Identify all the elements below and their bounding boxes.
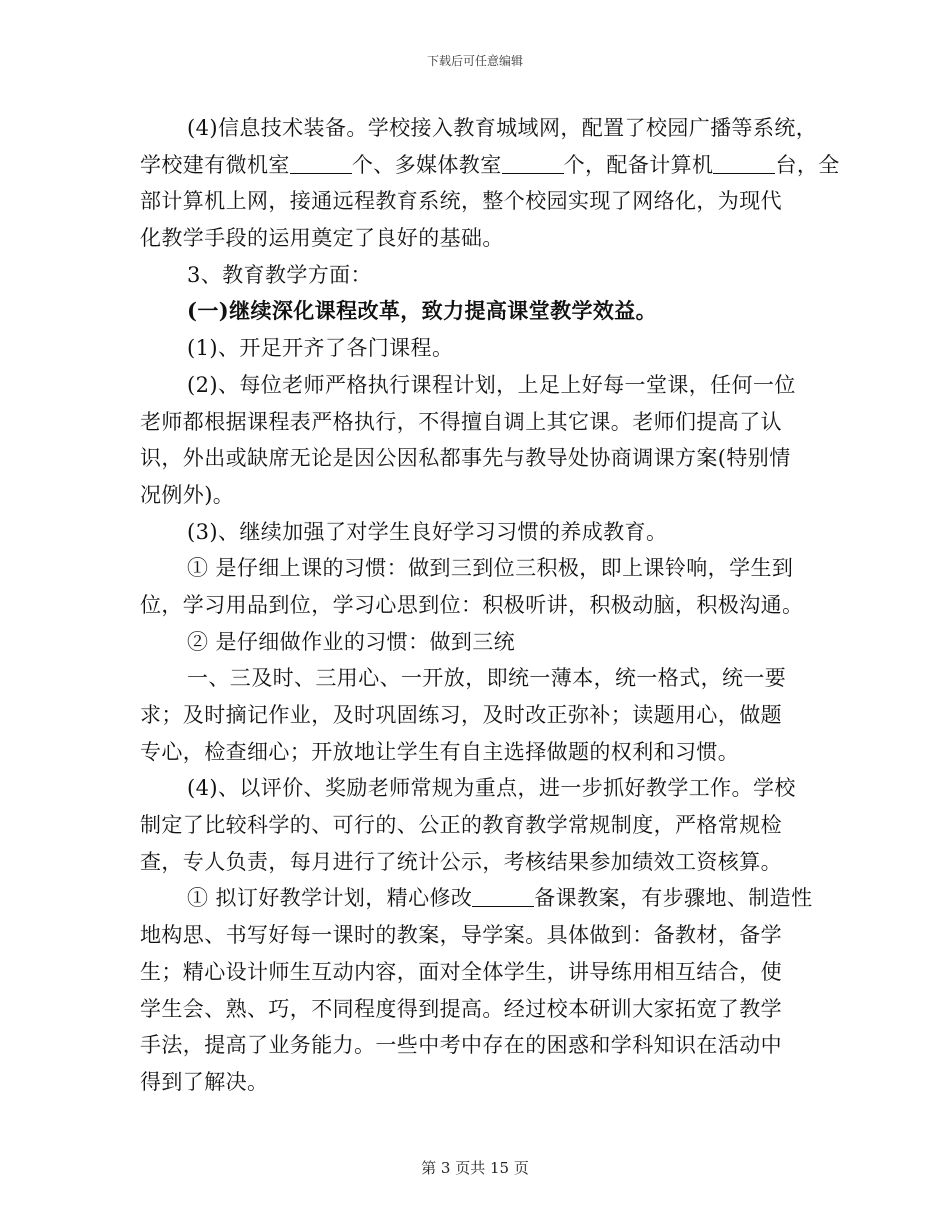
paragraph-line: 老师都根据课程表严格执行，不得擅自调上其它课。老师们提高了认 [140, 409, 782, 434]
page-footer: 第 3 页共 15 页 [421, 1159, 529, 1177]
paragraph-line: 部计算机上网，接通远程教育系统，整个校园实现了网络化，为现代 [140, 189, 782, 214]
paragraph-line: 况例外)。 [140, 482, 235, 507]
paragraph-line: (4)、以评价、奖励老师常规为重点，进一步抓好教学工作。学校 [187, 776, 796, 801]
text-span: 学校建有微机室 [140, 152, 290, 177]
paragraph-line: (4)信息技术装备。学校接入教育城域网，配置了校园广播等系统， [187, 116, 818, 140]
paragraph-line: 查，专人负责，每月进行了统计公示，考核结果参加绩效工资核算。 [140, 849, 782, 874]
text-span: 备课教案，有步骤地、制造性 [534, 886, 813, 911]
paragraph-line: 手法，提高了业务能力。一些中考中存在的困惑和学科知识在活动中 [140, 1033, 782, 1058]
paragraph-line: 化教学手段的运用奠定了良好的基础。 [140, 226, 504, 251]
paragraph-line: (1)、开足开齐了各门课程。 [187, 336, 454, 361]
page-header: 下载后可任意编辑 [426, 54, 523, 68]
paragraph-line: 求；及时摘记作业，及时巩固练习，及时改正弥补；读题用心，做题 [140, 703, 782, 727]
paragraph-line: 一、三及时、三用心、一开放，即统一薄本，统一格式，统一要 [187, 666, 787, 691]
text-span: 台，全 [775, 152, 840, 177]
fill-blank [290, 155, 352, 174]
paragraph-line: 地构思、书写好每一课时的教案，导学案。具体做到：备教材，备学 [140, 923, 782, 948]
paragraph-line: 生；精心设计师生互动内容，面对全体学生，讲导练用相互结合，使 [140, 959, 782, 984]
paragraph-line: 专心，检查细心；开放地让学生有自主选择做题的权利和习惯。 [140, 739, 740, 764]
fill-blank [502, 155, 564, 174]
paragraph-line [140, 147, 840, 184]
paragraph-line: 得到了解决。 [140, 1069, 269, 1094]
text-span: 个，配备计算机 [563, 152, 714, 177]
paragraph-line: 位，学习用品到位，学习心思到位：积极听讲，积极动脑，积极沟通。 [140, 592, 804, 617]
paragraph-line: ② 是仔细做作业的习惯：做到三统 [187, 629, 516, 654]
subsection-heading: (一)继续深化课程改革，致力提高课堂教学效益。 [187, 298, 658, 324]
fill-blank [472, 888, 534, 907]
document-body [140, 110, 840, 1101]
paragraph-line: (3)、继续加强了对学生良好学习习惯的养成教育。 [187, 519, 668, 544]
text-span: 个、多媒体教室 [351, 152, 502, 177]
fill-blank [713, 155, 775, 174]
paragraph-line [140, 880, 820, 917]
paragraph-line: 制定了比较科学的、可行的、公正的教育教学常规制度，严格常规检 [140, 813, 782, 838]
section-heading: 3、教育教学方面： [187, 262, 372, 287]
paragraph-line: (2)、每位老师严格执行课程计划，上足上好每一堂课，任何一位 [187, 372, 796, 397]
paragraph-line: ① 是仔细上课的习惯：做到三到位三积极，即上课铃响，学生到 [187, 556, 794, 581]
text-span: ① 拟订好教学计划，精心修改 [187, 886, 473, 911]
paragraph-line: 学生会、熟、巧，不同程度得到提高。经过校本研训大家拓宽了教学 [140, 996, 782, 1021]
paragraph-line: 识，外出或缺席无论是因公因私都事先与教导处协商调课方案(特别情 [140, 446, 791, 471]
